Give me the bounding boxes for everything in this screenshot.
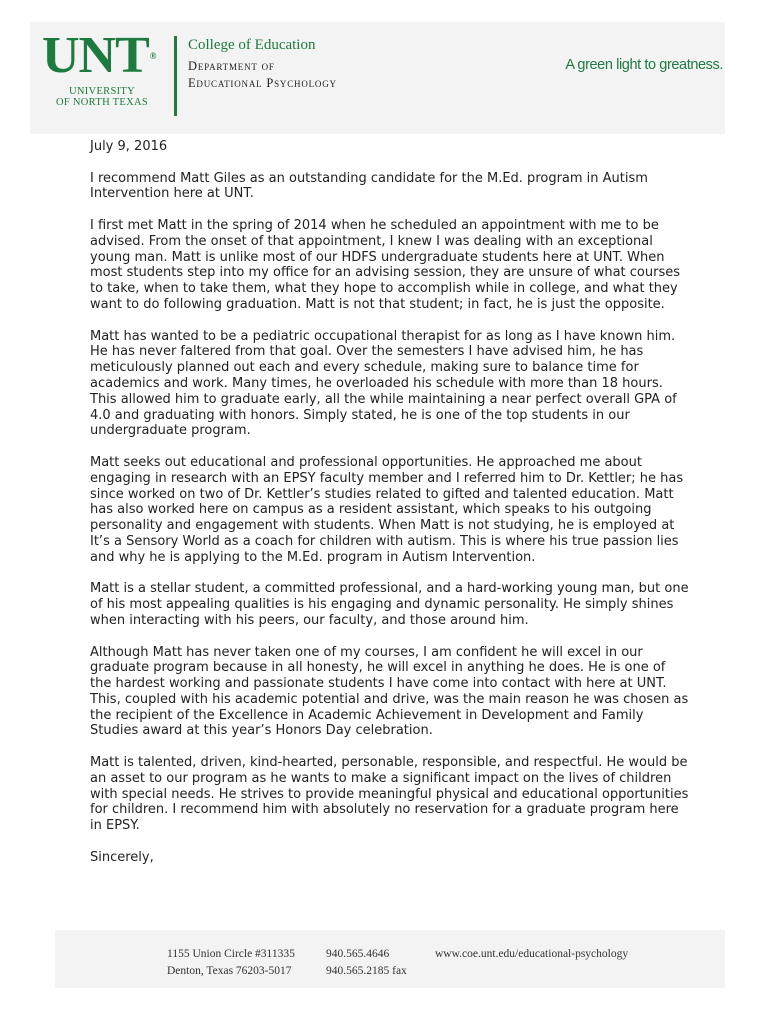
letter-body: [90, 139, 690, 881]
closing: Sincerely,: [90, 849, 154, 865]
dept-line2: Educational Psychology: [188, 76, 337, 90]
unt-logo: [42, 27, 162, 108]
paragraph: Matt has wanted to be a pediatric occupational therapist for as long as I have known him. He has never faltered from that goal. Over the semesters I have advised him, he has meticulously planned out each and every schedule, making sure to balance time for academics and work. Many times, he overloaded his schedule with more than 18 hours. This allowed him to graduate early, all the while maintaining a near perfect overall GPA of 4.0 and graduating with honors. Simply stated, he is one of the top students in our undergraduate program.: [90, 328, 677, 439]
dept-line1: Department of: [188, 59, 275, 73]
address-line2: Denton, Texas 76203-5017: [167, 965, 292, 977]
paragraph: Matt seeks out educational and professional opportunities. He approached me about engaging in research with an EPSY faculty member and I referred him to Dr. Kettler; he has since worked on two of Dr. Kettler’s studies related to gifted and talented education. Matt has also worked here on campus as a resident assistant, which speaks to his outgoing personality and engagement with students. When Matt is not studying, he is employed at It’s a Sensory World as a coach for children with autism. This is where his true passion lies and why he is applying to the M.Ed. program in Autism Intervention.: [90, 454, 684, 565]
phone-number: 940.565.4646: [326, 948, 390, 960]
header-divider: [174, 36, 177, 116]
paragraph: I first met Matt in the spring of 2014 when he scheduled an appointment with me to be advised. From the onset of that appointment, I knew I was dealing with an exceptional young man. Matt is unlike most of our HDFS undergraduate students here at UNT. When most students step into my office for an advising session, they are unsure of what courses to take, when to take them, what they hope to accomplish while in college, and what they want to do following graduation. Matt is not that student; in fact, he is just the opposite.: [90, 217, 681, 312]
college-name: College of Education: [188, 37, 316, 53]
paragraph: I recommend Matt Giles as an outstanding candidate for the M.Ed. program in Autism Intervention here at UNT.: [90, 170, 648, 202]
footer-address: [167, 946, 295, 980]
department-name: [188, 58, 337, 92]
letterhead: [30, 22, 725, 134]
letter-date: July 9, 2016: [90, 139, 168, 154]
registered-mark: ®: [149, 51, 156, 61]
paragraph: Matt is a stellar student, a committed professional, and a hard-working young man, but one of his most appealing qualities is his engaging and dynamic personality. He simply shines when interacting with his peers, our faculty, and those around him.: [90, 581, 689, 628]
tagline: A green light to greatness.: [565, 57, 723, 73]
paragraph: Matt is talented, driven, kind-hearted, personable, responsible, and respectful. He would be an asset to our program as he wants to make a significant impact on the lives of children with special needs. He strives to provide meaningful physical and educational opportunities for children. I recommend him with absolutely no reservation for a graduate program here in EPSY.: [90, 755, 689, 834]
logo-sub-line1: UNIVERSITY: [69, 86, 135, 97]
footer-phone: [326, 946, 407, 980]
footer-website: www.coe.unt.edu/educational-psychology: [435, 948, 629, 960]
fax-number: 940.565.2185 fax: [326, 965, 407, 977]
logo-text: UNT: [42, 27, 149, 84]
paragraph: Although Matt has never taken one of my courses, I am confident he will excel in our graduate program because in all honesty, he will excel in anything he does. He is one of the hardest working and passionate students I have come into contact with here at UNT. This, coupled with his academic potential and drive, was the main reason he was chosen as the recipient of the Excellence in Academic Achievement in Development and Family Studies award at this year’s Honors Day celebration.: [90, 644, 689, 739]
logo-sub-line2: OF NORTH TEXAS: [55, 97, 149, 108]
footer: [55, 930, 725, 988]
address-line1: 1155 Union Circle #311335: [167, 948, 295, 960]
